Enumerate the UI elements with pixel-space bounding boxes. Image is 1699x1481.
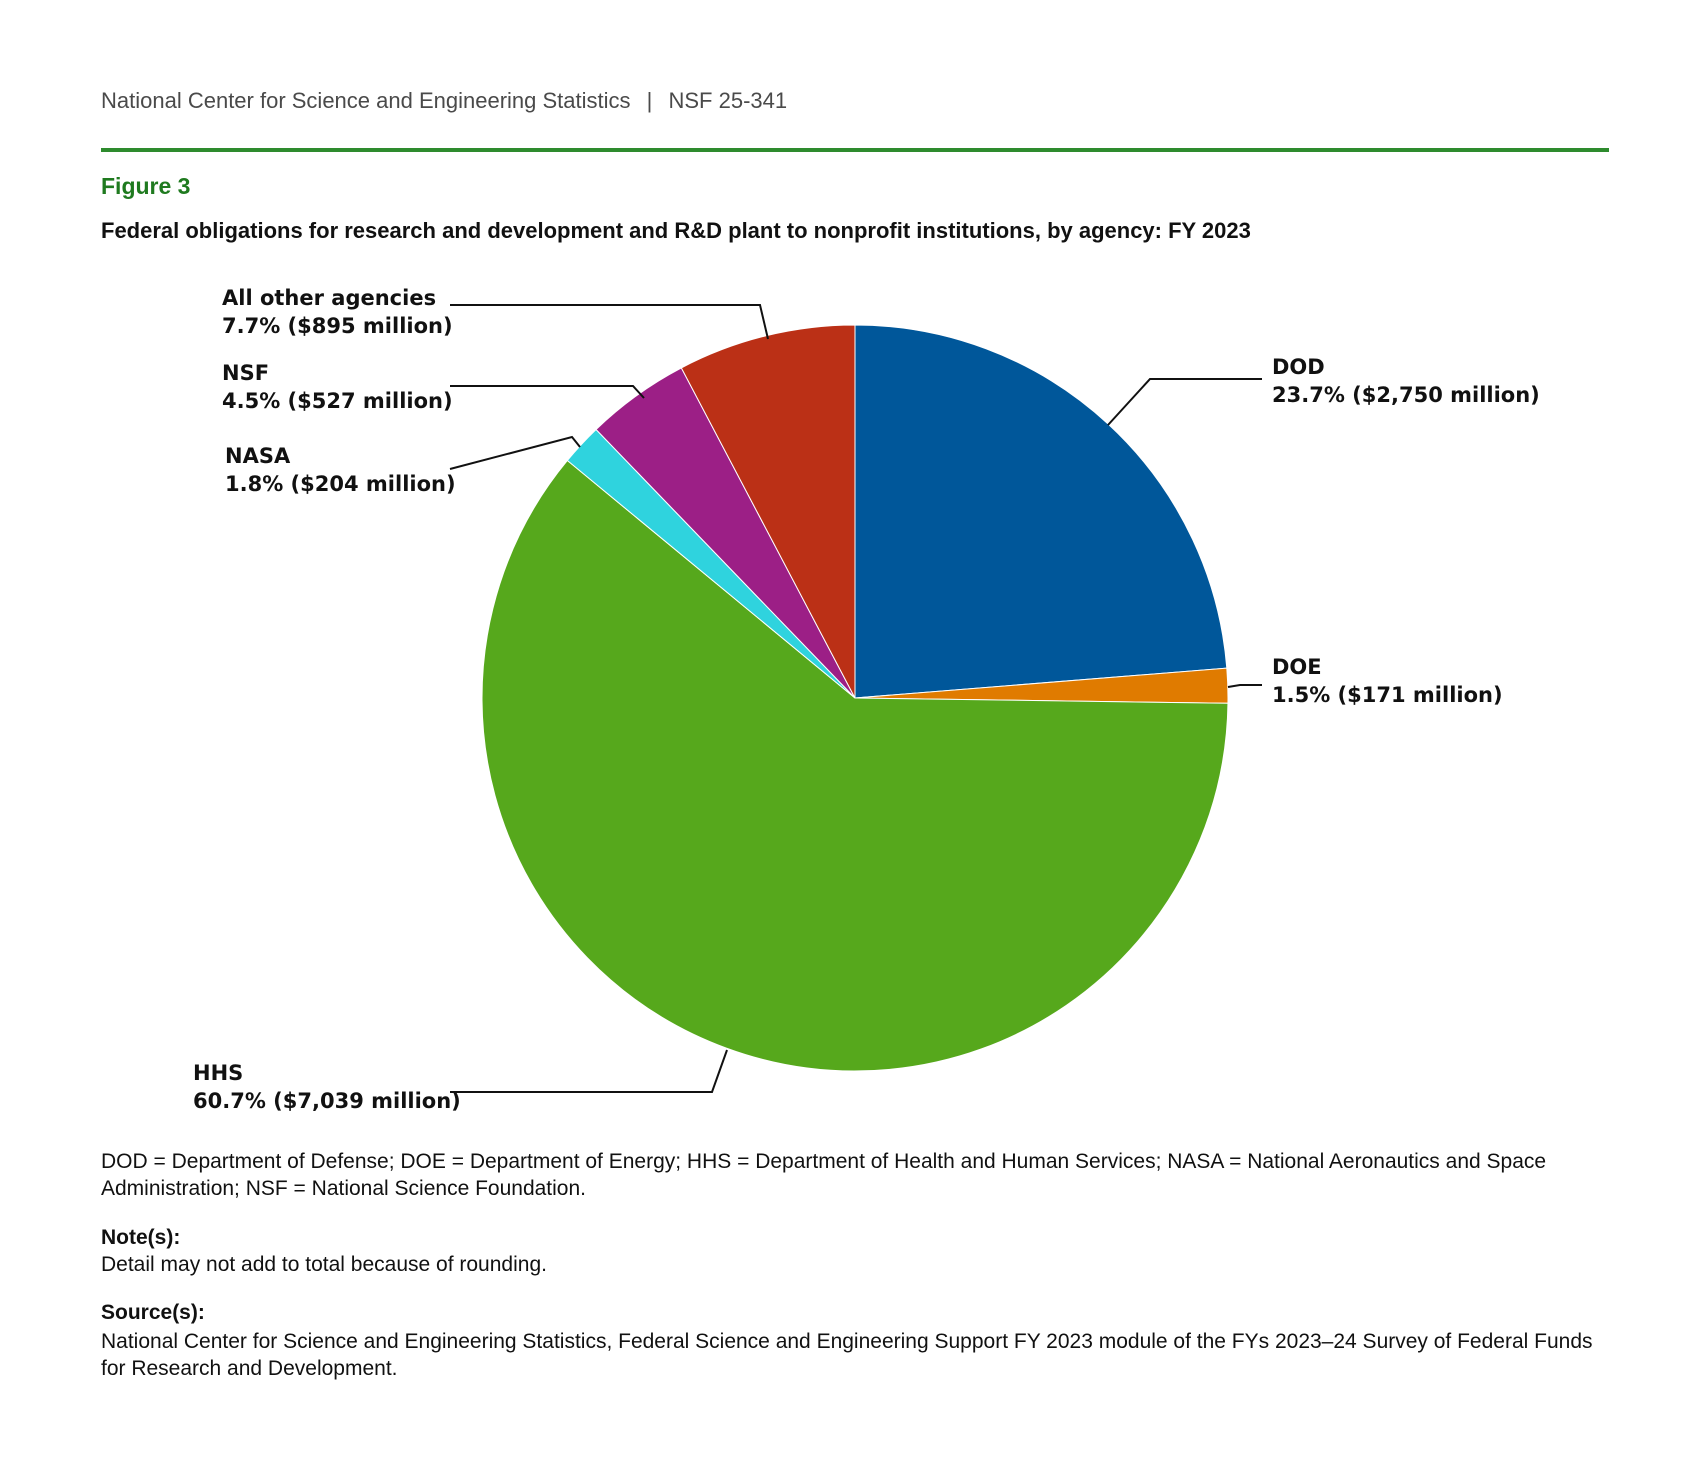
- leader-line-dod: [1108, 379, 1262, 425]
- slice-name-label: NASA: [225, 444, 291, 468]
- slice-value-label: 1.5% ($171 million): [1272, 683, 1503, 707]
- header-org: National Center for Science and Engineering Statistics: [101, 88, 631, 113]
- pie-slice-dod: [855, 325, 1227, 698]
- source-text: National Center for Science and Engineering Statistics, Federal Science and Engineering Support FY 2023 module of the FYs 2023–24 Survey of Federal Funds for Research and Development.: [101, 1330, 1593, 1380]
- leader-line-doe: [1228, 685, 1262, 687]
- header-separator: |: [646, 88, 653, 113]
- slice-value-label: 60.7% ($7,039 million): [193, 1089, 461, 1113]
- note-heading: Note(s):: [101, 1226, 181, 1249]
- pie-slices: [482, 325, 1228, 1071]
- slice-name-label: DOD: [1272, 355, 1325, 379]
- chart-title: Federal obligations for research and development and R&D plant to nonprofit institutions, by agency: FY 2023: [101, 218, 1251, 243]
- figure-label: Figure 3: [101, 173, 191, 199]
- slice-name-label: DOE: [1272, 655, 1322, 679]
- abbreviations-note: DOD = Department of Defense; DOE = Department of Energy; HHS = Department of Health and Human Services; NASA = National Aeronautics and Space Administration; NSF = National Science Foundation.: [101, 1150, 1547, 1200]
- slice-value-label: 7.7% ($895 million): [222, 314, 453, 338]
- note-text: Detail may not add to total because of rounding.: [101, 1253, 547, 1276]
- header-report-id: NSF 25-341: [668, 88, 788, 113]
- leader-line-all-other-agencies: [450, 305, 768, 339]
- slice-name-label: HHS: [193, 1061, 244, 1085]
- slice-name-label: NSF: [222, 361, 270, 385]
- slice-value-label: 23.7% ($2,750 million): [1272, 383, 1540, 407]
- slice-value-label: 1.8% ($204 million): [225, 472, 456, 496]
- leader-line-nasa: [450, 437, 580, 469]
- slice-name-label: All other agencies: [222, 286, 437, 310]
- leader-line-nsf: [450, 386, 644, 398]
- source-heading: Source(s):: [101, 1301, 205, 1324]
- slice-value-label: 4.5% ($527 million): [222, 389, 453, 413]
- leader-line-hhs: [450, 1050, 727, 1092]
